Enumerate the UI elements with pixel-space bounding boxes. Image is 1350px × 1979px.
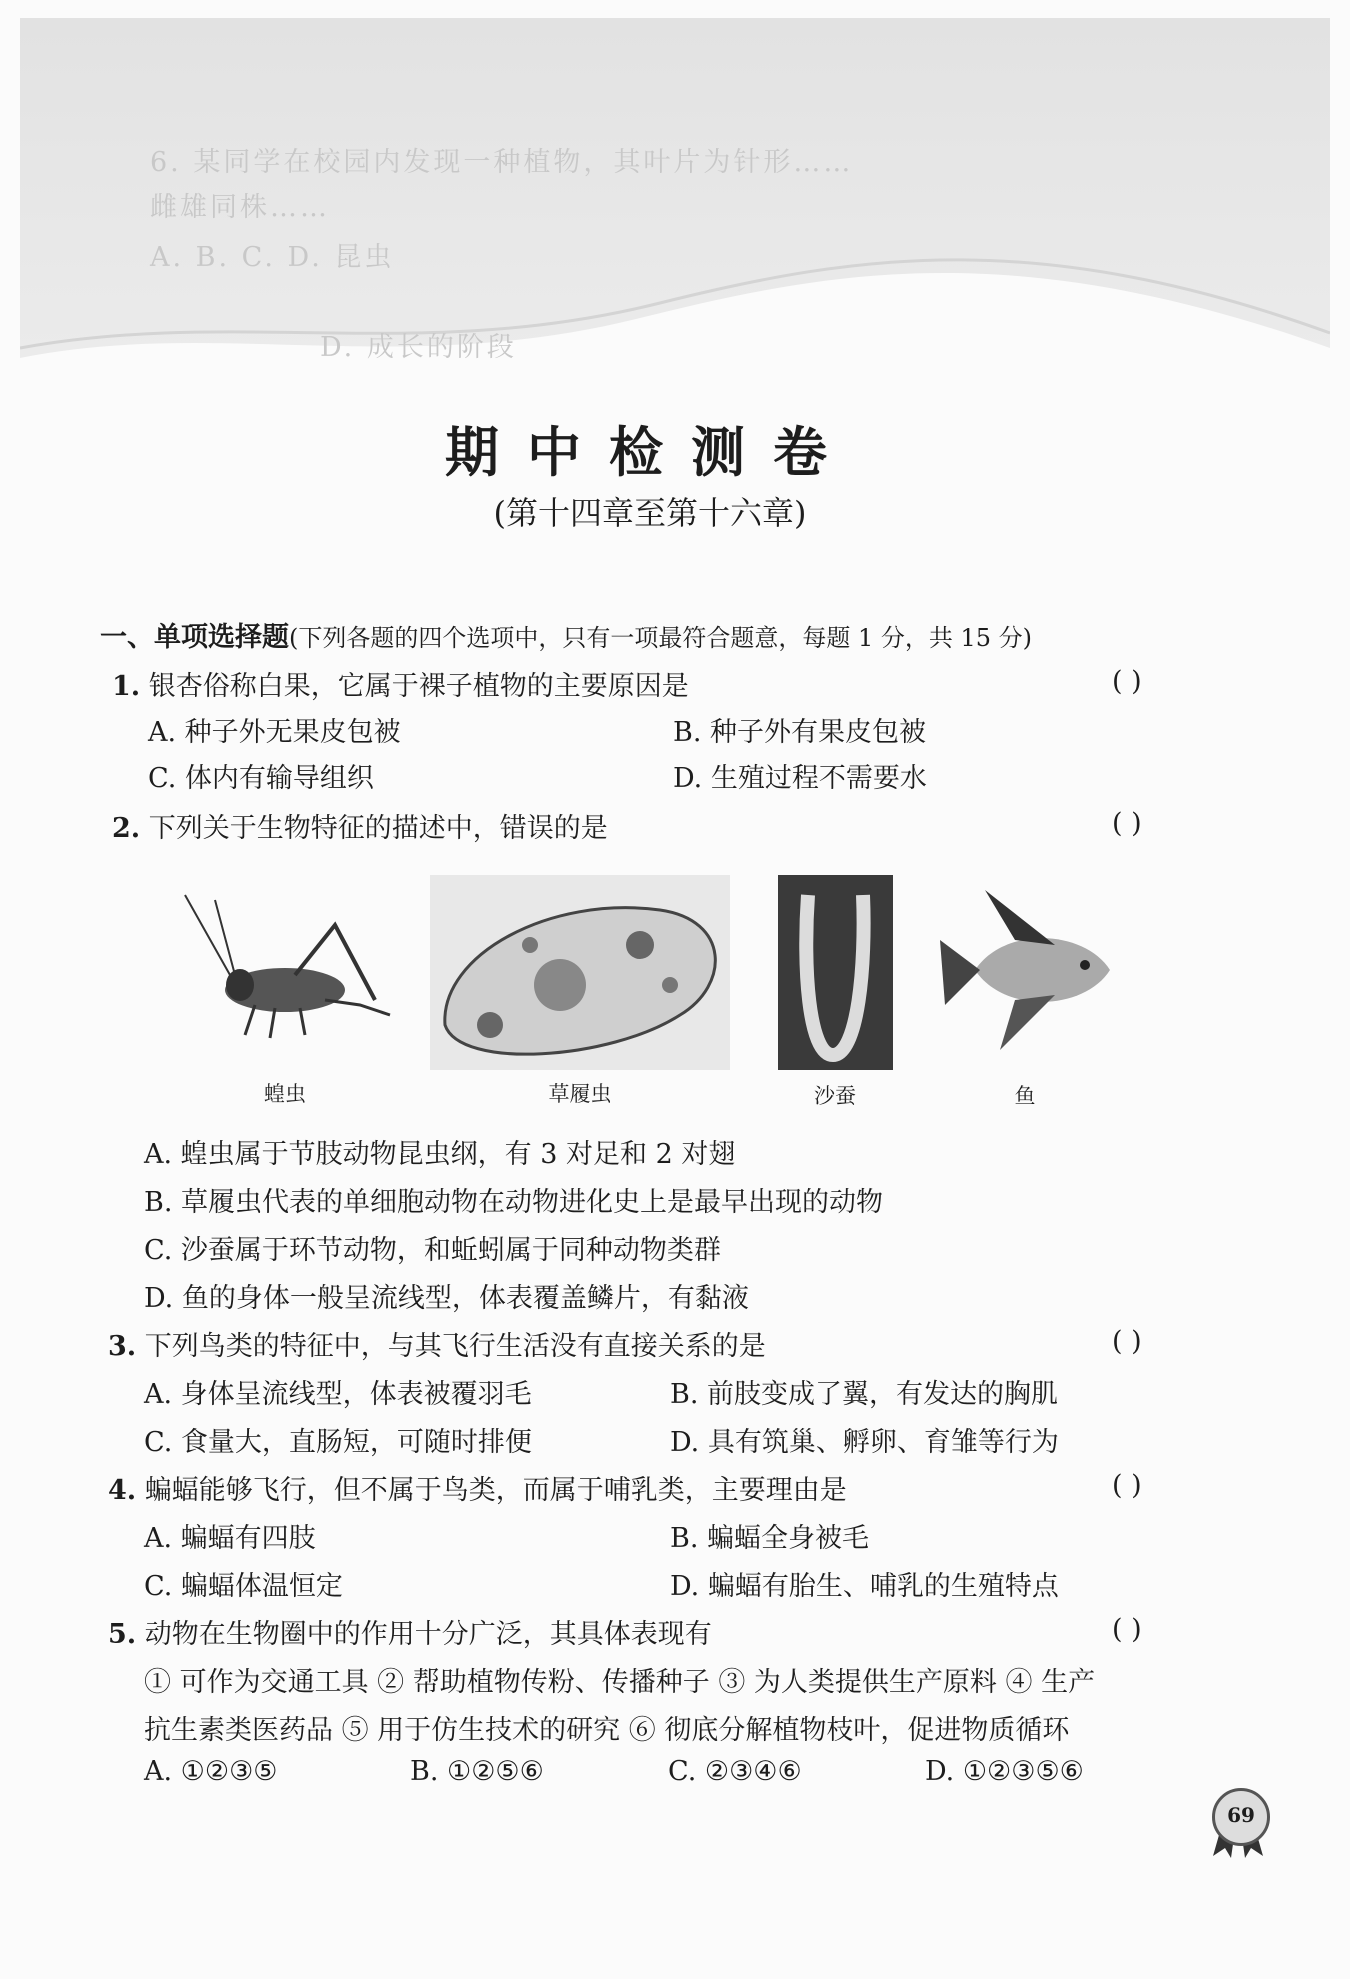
question-stem <box>112 806 608 845</box>
question-body-line: 抗生素类医药品 ⑤ 用于仿生技术的研究 ⑥ 彻底分解植物枝叶，促进物质循环 <box>144 1715 1070 1746</box>
question-text: 银杏俗称白果，它属于裸子植物的主要原因是 <box>148 671 689 702</box>
question-text: 下列关于生物特征的描述中，错误的是 <box>148 813 608 844</box>
ghost-text-line: 6. 某同学在校园内发现一种植物，其叶片为针形…… <box>150 147 854 178</box>
question-stem <box>108 1324 766 1363</box>
option-a: A. 蝙蝠有四肢 <box>144 1523 316 1554</box>
answer-blank[interactable]: ( ) <box>1112 1470 1142 1501</box>
option-b: B. 前肢变成了翼，有发达的胸肌 <box>670 1379 1059 1410</box>
option-c: C. 食量大，直肠短，可随时排便 <box>144 1427 532 1458</box>
locust-image <box>175 890 395 1050</box>
question-number: 5. <box>108 1619 137 1650</box>
option-d: D. 具有筑巢、孵卵、育雏等行为 <box>670 1427 1059 1458</box>
page-title: 期中检测卷 <box>445 420 855 484</box>
ghost-text-line: 雌雄同株…… <box>150 192 330 223</box>
section-note: (下列各题的四个选项中，只有一项最符合题意，每题 1 分，共 15 分) <box>289 624 1033 652</box>
option-b: B. 草履虫代表的单细胞动物在动物进化史上是最早出现的动物 <box>144 1187 884 1218</box>
option-d: D. 生殖过程不需要水 <box>673 763 927 794</box>
question-text: 动物在生物圈中的作用十分广泛，其具体表现有 <box>144 1619 712 1650</box>
option-b: B. 蝙蝠全身被毛 <box>670 1523 870 1554</box>
sandworm-image <box>778 875 893 1070</box>
option-d: D. 蝙蝠有胎生、哺乳的生殖特点 <box>670 1571 1059 1602</box>
page-number: 69 <box>1212 1788 1270 1846</box>
option-b: B. 种子外有果皮包被 <box>673 717 927 748</box>
answer-blank[interactable]: ( ) <box>1112 1614 1142 1645</box>
question-number: 3. <box>108 1331 137 1362</box>
question-number: 4. <box>108 1475 137 1506</box>
section-heading <box>100 615 1032 654</box>
question-stem <box>112 664 689 703</box>
image-caption: 蝗虫 <box>264 1082 306 1106</box>
option-a: A. 身体呈流线型，体表被覆羽毛 <box>144 1379 532 1410</box>
question-number: 1. <box>112 671 141 702</box>
answer-blank[interactable]: ( ) <box>1112 1326 1142 1357</box>
option-a: A. 蝗虫属于节肢动物昆虫纲，有 3 对足和 2 对翅 <box>144 1139 736 1170</box>
option-a: A. ①②③⑤ <box>144 1756 278 1787</box>
option-c: C. ②③④⑥ <box>668 1756 802 1787</box>
option-d: D. ①②③⑤⑥ <box>925 1756 1084 1787</box>
section-label: 一、单项选择题 <box>100 622 289 653</box>
option-c: C. 蝙蝠体温恒定 <box>144 1571 343 1602</box>
ghost-text-line: D. 成长的阶段 <box>320 332 517 363</box>
answer-blank[interactable]: ( ) <box>1112 808 1142 839</box>
question-stem <box>108 1612 712 1651</box>
option-c: C. 沙蚕属于环节动物，和蚯蚓属于同种动物类群 <box>144 1235 721 1266</box>
question-body-line: ① 可作为交通工具 ② 帮助植物传粉、传播种子 ③ 为人类提供生产原料 ④ 生产 <box>144 1667 1096 1698</box>
ghost-text-line: A. B. C. D. 昆虫 <box>150 242 395 273</box>
paramecium-image <box>430 875 730 1070</box>
option-b: B. ①②⑤⑥ <box>410 1756 544 1787</box>
fish-image <box>935 885 1115 1055</box>
question-text: 下列鸟类的特征中，与其飞行生活没有直接关系的是 <box>144 1331 766 1362</box>
option-d: D. 鱼的身体一般呈流线型，体表覆盖鳞片，有黏液 <box>144 1283 749 1314</box>
page-subtitle: (第十四章至第十六章) <box>493 494 807 532</box>
option-c: C. 体内有输导组织 <box>148 763 374 794</box>
image-caption: 沙蚕 <box>814 1084 856 1108</box>
option-a: A. 种子外无果皮包被 <box>148 717 401 748</box>
question-text: 蝙蝠能够飞行，但不属于鸟类，而属于哺乳类，主要理由是 <box>144 1475 847 1506</box>
image-caption: 草履虫 <box>548 1082 612 1106</box>
answer-blank[interactable]: ( ) <box>1112 666 1142 697</box>
question-number: 2. <box>112 813 141 844</box>
question-stem <box>108 1468 847 1507</box>
image-caption: 鱼 <box>1014 1084 1036 1108</box>
